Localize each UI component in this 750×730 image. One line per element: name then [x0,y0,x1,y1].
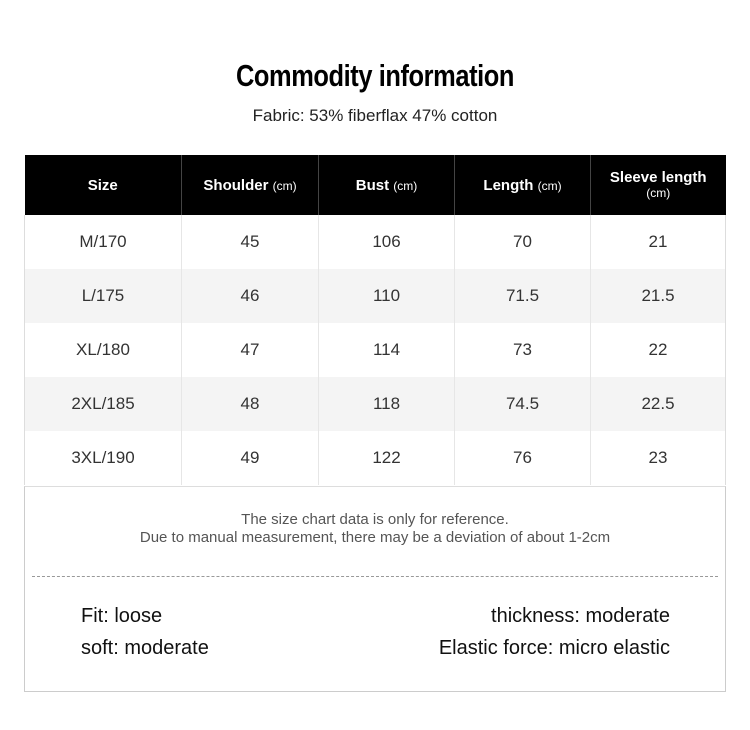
table-row [25,431,726,485]
reference-note: The size chart data is only for reference. [241,511,509,528]
cell-length: 76 [455,431,591,485]
cell-size: L/175 [25,269,182,323]
header-label: Shoulder [203,176,269,194]
cell-bust: 110 [319,269,455,323]
cell-bust: 106 [319,215,455,269]
header-label: Bust [355,176,390,194]
header-shoulder [182,155,319,215]
header-length [455,155,591,215]
page-title: Commodity information [235,58,515,93]
fabric-info: Fabric: 53% fiberflax 47% cotton [252,106,498,125]
cell-shoulder: 48 [182,377,319,431]
table-row [25,377,726,431]
cell-size: M/170 [25,215,182,269]
cell-sleeve-length: 22 [591,323,726,377]
header-sleeve-length [591,155,726,215]
table-row [25,215,726,269]
cell-sleeve-length: 22.5 [591,377,726,431]
thickness-property: thickness: moderate [491,605,670,627]
cell-length: 70 [455,215,591,269]
cell-shoulder: 47 [182,323,319,377]
cell-sleeve-length: 21 [591,215,726,269]
cell-size: 3XL/190 [25,431,182,485]
header-unit: (cm) [646,186,671,200]
header-unit: (cm) [272,178,297,193]
header-label: Sleeve length [609,169,707,186]
table-row [25,269,726,323]
header-unit: (cm) [393,178,418,193]
cell-sleeve-length: 21.5 [591,269,726,323]
dotted-divider [32,576,718,577]
cell-sleeve-length: 23 [591,431,726,485]
header-unit: (cm) [537,178,562,193]
cell-size: 2XL/185 [25,377,182,431]
header-size [25,155,182,215]
table-row [25,323,726,377]
header-label: Length [483,176,534,194]
cell-bust: 114 [319,323,455,377]
cell-length: 74.5 [455,377,591,431]
size-chart-table [24,155,726,485]
notes-panel [24,486,726,692]
cell-shoulder: 49 [182,431,319,485]
cell-shoulder: 45 [182,215,319,269]
cell-size: XL/180 [25,323,182,377]
deviation-note: Due to manual measurement, there may be a deviation of about 1-2cm [139,529,611,546]
softness-property: soft: moderate [81,637,209,659]
fit-property: Fit: loose [81,605,163,627]
elasticity-property: Elastic force: micro elastic [438,637,670,659]
header-label: Size [87,176,118,194]
header-row [25,155,726,215]
cell-shoulder: 46 [182,269,319,323]
cell-length: 71.5 [455,269,591,323]
header-bust [319,155,455,215]
cell-bust: 118 [319,377,455,431]
cell-bust: 122 [319,431,455,485]
cell-length: 73 [455,323,591,377]
